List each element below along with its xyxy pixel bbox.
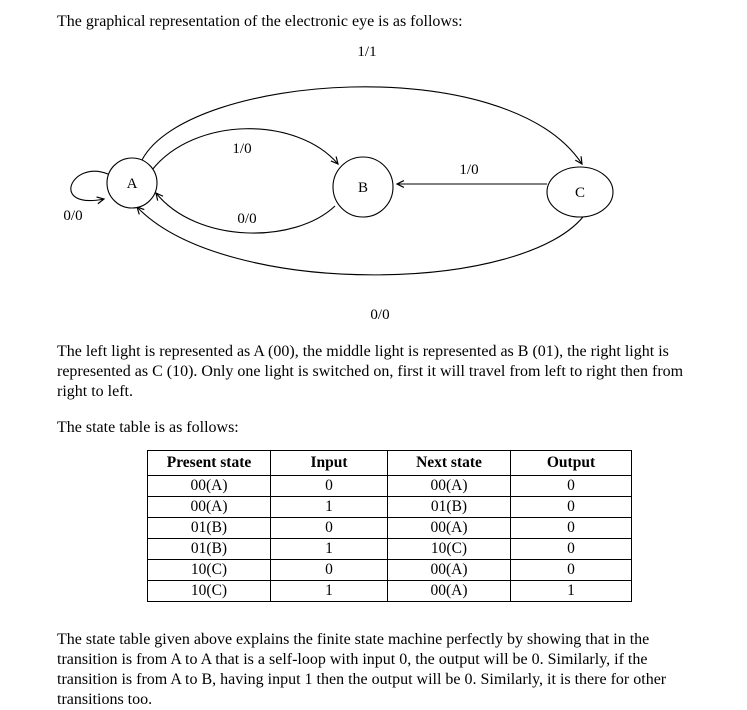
table-cell: 00(A) bbox=[148, 476, 271, 497]
table-cell: 0 bbox=[511, 476, 632, 497]
table-cell: 1 bbox=[271, 497, 388, 518]
transition-label-a-b: 1/0 bbox=[232, 141, 252, 157]
table-row bbox=[148, 539, 632, 560]
table-cell: 01(B) bbox=[388, 497, 511, 518]
fsm-diagram-canvas bbox=[57, 42, 697, 332]
table-cell: 0 bbox=[511, 518, 632, 539]
intro-paragraph: The graphical representation of the electronic eye is as follows: bbox=[57, 13, 463, 30]
state-label-c: C bbox=[574, 185, 586, 201]
table-cell: 00(A) bbox=[148, 497, 271, 518]
state-label-b: B bbox=[357, 180, 369, 196]
table-row bbox=[148, 476, 632, 497]
table-cell: 00(A) bbox=[388, 581, 511, 602]
table-cell: 10(C) bbox=[148, 560, 271, 581]
state-table bbox=[147, 450, 632, 602]
state-label-a: A bbox=[126, 176, 138, 192]
table-cell: 01(B) bbox=[148, 518, 271, 539]
table-cell: 00(A) bbox=[388, 518, 511, 539]
table-header-output: Output bbox=[511, 451, 632, 476]
table-header-row bbox=[148, 451, 632, 476]
table-cell: 0 bbox=[271, 560, 388, 581]
table-cell: 0 bbox=[271, 476, 388, 497]
table-cell: 01(B) bbox=[148, 539, 271, 560]
table-cell: 0 bbox=[511, 560, 632, 581]
table-header-present-state: Present state bbox=[148, 451, 271, 476]
transition-label-bottom: 0/0 bbox=[370, 307, 390, 323]
transition-label-b-a: 0/0 bbox=[237, 211, 257, 227]
transition-label-top: 1/1 bbox=[357, 44, 377, 60]
table-row bbox=[148, 518, 632, 539]
transition-label-self-loop: 0/0 bbox=[63, 208, 83, 224]
transition-a-self-loop bbox=[71, 171, 108, 200]
closing-paragraph: The state table given above explains the finite state machine perfectly by showing that in the transition is from A to A that is a self-loop with input 0, the output will be 0. Similarly, if the transition is from A to B, having input 1 then the output will be 0. Similarly, it is there for other transitions too. bbox=[57, 631, 667, 708]
table-row bbox=[148, 497, 632, 518]
state-diagram bbox=[57, 42, 690, 332]
table-cell: 0 bbox=[511, 497, 632, 518]
table-row bbox=[148, 560, 632, 581]
table-cell: 00(A) bbox=[388, 476, 511, 497]
transition-a-to-c-top bbox=[142, 87, 582, 164]
table-cell: 10(C) bbox=[148, 581, 271, 602]
table-header-next-state: Next state bbox=[388, 451, 511, 476]
table-cell: 0 bbox=[511, 539, 632, 560]
table-row bbox=[148, 581, 632, 602]
table-cell: 1 bbox=[511, 581, 632, 602]
table-header-input: Input bbox=[271, 451, 388, 476]
table-cell: 00(A) bbox=[388, 560, 511, 581]
table-cell: 0 bbox=[271, 518, 388, 539]
table-cell: 1 bbox=[271, 581, 388, 602]
table-cell: 1 bbox=[271, 539, 388, 560]
table-cell: 10(C) bbox=[388, 539, 511, 560]
transition-label-c-b: 1/0 bbox=[459, 162, 479, 178]
table-intro-paragraph: The state table is as follows: bbox=[57, 419, 239, 436]
description-paragraph: The left light is represented as A (00), the middle light is represented as B (01), the right light is represented as C (10). Only one light is switched on, first it will travel from left to right then from right to left. bbox=[57, 343, 684, 400]
